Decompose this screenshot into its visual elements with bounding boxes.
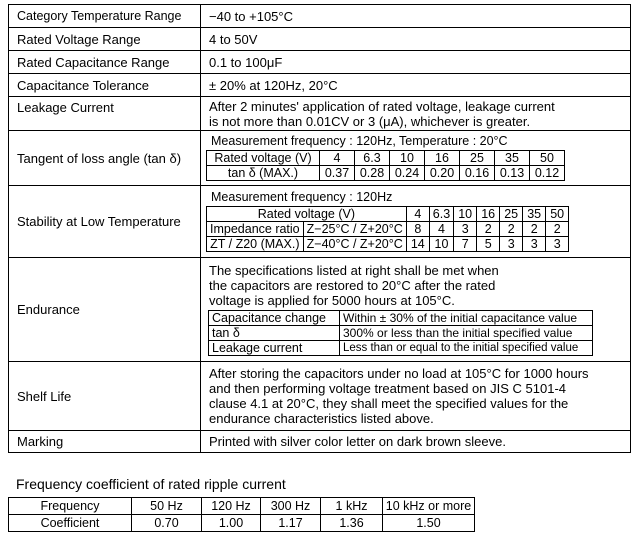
row-category-temperature — [9, 5, 631, 28]
frequency-coefficient-table — [8, 497, 475, 532]
row-rated-voltage — [9, 28, 631, 51]
endurance-item — [209, 325, 593, 340]
row-marking — [9, 431, 631, 453]
coefficient-row — [9, 515, 475, 532]
value — [201, 97, 631, 131]
frequency-cell: 1 kHz — [321, 498, 383, 515]
stability-table — [206, 206, 569, 252]
coefficient-cell: 0.70 — [132, 515, 202, 532]
voltage-row — [207, 151, 565, 166]
label: Tangent of loss angle (tan δ) — [9, 131, 201, 186]
voltage-cell: 4 — [320, 151, 355, 166]
endurance-table — [208, 310, 593, 356]
impedance-label: Impedance ratio — [207, 222, 304, 237]
ratio-cell: 2 — [523, 222, 546, 237]
text-line: the capacitors are restored to 20°C after the rated — [209, 277, 496, 293]
tan-cell: 0.37 — [320, 166, 355, 181]
label: Rated Capacitance Range — [9, 51, 201, 74]
voltage-cell: 10 — [454, 207, 477, 222]
label: Category Temperature Range — [9, 5, 201, 28]
voltage-cell: 6.3 — [355, 151, 390, 166]
voltage-cell: 25 — [500, 207, 523, 222]
impedance-label: ZT / Z20 (MAX.) — [207, 237, 304, 252]
condition: Z−25°C / Z+20°C — [303, 222, 406, 237]
voltage-cell: 10 — [390, 151, 425, 166]
tan-cell: 0.20 — [425, 166, 460, 181]
coefficient-cell: 1.50 — [383, 515, 475, 532]
tan-cell: 0.16 — [460, 166, 495, 181]
frequency-cell: 300 Hz — [261, 498, 321, 515]
ratio-cell: 2 — [546, 222, 569, 237]
item-value: Less than or equal to the initial specified value — [340, 340, 593, 355]
ratio-cell: 4 — [429, 222, 453, 237]
label: Rated Voltage Range — [9, 28, 201, 51]
label: Stability at Low Temperature — [9, 186, 201, 258]
item-name: Capacitance change — [209, 310, 340, 325]
voltage-cell: 50 — [546, 207, 569, 222]
text-line: After 2 minutes' application of rated voltage, leakage current — [209, 98, 555, 114]
item-name: Leakage current — [209, 340, 340, 355]
tan-cell: 0.24 — [390, 166, 425, 181]
endurance-item — [209, 340, 593, 355]
label: Shelf Life — [9, 362, 201, 431]
text-line: is not more than 0.01CV or 3 (μA), whichever is greater. — [209, 113, 531, 129]
value — [201, 258, 631, 362]
value — [201, 362, 631, 431]
ratio-cell: 3 — [523, 237, 546, 252]
frequency-cell: 120 Hz — [202, 498, 261, 515]
voltage-label: Rated voltage (V) — [207, 151, 320, 166]
row-shelf-life — [9, 362, 631, 431]
value — [201, 131, 631, 186]
item-value: 300% or less than the initial specified value — [340, 325, 593, 340]
value: ± 20% at 120Hz, 20°C — [201, 74, 631, 97]
value — [201, 186, 631, 258]
ratio-cell: 7 — [454, 237, 477, 252]
value: 4 to 50V — [201, 28, 631, 51]
specifications-table — [8, 4, 631, 453]
tan-cell: 0.28 — [355, 166, 390, 181]
value: −40 to +105°C — [201, 5, 631, 28]
tan-cell: 0.13 — [495, 166, 530, 181]
label: Endurance — [9, 258, 201, 362]
condition: Z−40°C / Z+20°C — [303, 237, 406, 252]
label: Leakage Current — [9, 97, 201, 131]
text-line: After storing the capacitors under no load at 105°C for 1000 hours — [209, 366, 589, 381]
label: Capacitance Tolerance — [9, 74, 201, 97]
item-value: Within ± 30% of the initial capacitance value — [340, 310, 593, 325]
impedance-row-2 — [207, 237, 569, 252]
coefficient-cell: 1.17 — [261, 515, 321, 532]
tan-cell: 0.12 — [530, 166, 565, 181]
text-line: and then performing voltage treatment based on JIS C 5101-4 — [209, 381, 566, 396]
ratio-cell: 2 — [477, 222, 500, 237]
impedance-row-1 — [207, 222, 569, 237]
frequency-label: Frequency — [9, 498, 132, 515]
ratio-cell: 3 — [454, 222, 477, 237]
value: Printed with silver color letter on dark brown sleeve. — [201, 431, 631, 453]
ratio-cell: 3 — [500, 237, 523, 252]
row-capacitance-tolerance — [9, 74, 631, 97]
text-line: voltage is applied for 5000 hours at 105°C. — [209, 292, 455, 308]
voltage-cell: 16 — [425, 151, 460, 166]
tan-row — [207, 166, 565, 181]
value: 0.1 to 100μF — [201, 51, 631, 74]
item-name: tan δ — [209, 325, 340, 340]
tangent-table — [206, 150, 565, 181]
text-line: endurance characteristics listed above. — [209, 411, 434, 426]
measurement-note: Measurement frequency : 120Hz, Temperature : 20°C — [211, 134, 508, 148]
coefficient-cell: 1.00 — [202, 515, 261, 532]
label: Marking — [9, 431, 201, 453]
ratio-cell: 8 — [406, 222, 429, 237]
coefficient-cell: 1.36 — [321, 515, 383, 532]
tan-label: tan δ (MAX.) — [207, 166, 320, 181]
ratio-cell: 5 — [477, 237, 500, 252]
voltage-cell: 50 — [530, 151, 565, 166]
voltage-label: Rated voltage (V) — [207, 207, 407, 222]
coefficient-label: Coefficient — [9, 515, 132, 532]
ratio-cell: 14 — [406, 237, 429, 252]
text-line: clause 4.1 at 20°C, they shall meet the specified values for the — [209, 396, 569, 411]
voltage-cell: 16 — [477, 207, 500, 222]
row-leakage-current — [9, 97, 631, 131]
voltage-cell: 35 — [523, 207, 546, 222]
row-tangent — [9, 131, 631, 186]
row-stability-low-temperature — [9, 186, 631, 258]
voltage-row — [207, 207, 569, 222]
voltage-cell: 35 — [495, 151, 530, 166]
ratio-cell: 10 — [429, 237, 453, 252]
frequency-row — [9, 498, 475, 515]
row-endurance — [9, 258, 631, 362]
frequency-coefficient-title: Frequency coefficient of rated ripple current — [16, 476, 286, 492]
ratio-cell: 2 — [500, 222, 523, 237]
frequency-cell: 10 kHz or more — [383, 498, 475, 515]
frequency-cell: 50 Hz — [132, 498, 202, 515]
voltage-cell: 4 — [406, 207, 429, 222]
measurement-note: Measurement frequency : 120Hz — [211, 190, 393, 204]
voltage-cell: 6.3 — [429, 207, 453, 222]
endurance-item — [209, 310, 593, 325]
row-rated-capacitance — [9, 51, 631, 74]
ratio-cell: 3 — [546, 237, 569, 252]
voltage-cell: 25 — [460, 151, 495, 166]
text-line: The specifications listed at right shall be met when — [209, 262, 499, 278]
